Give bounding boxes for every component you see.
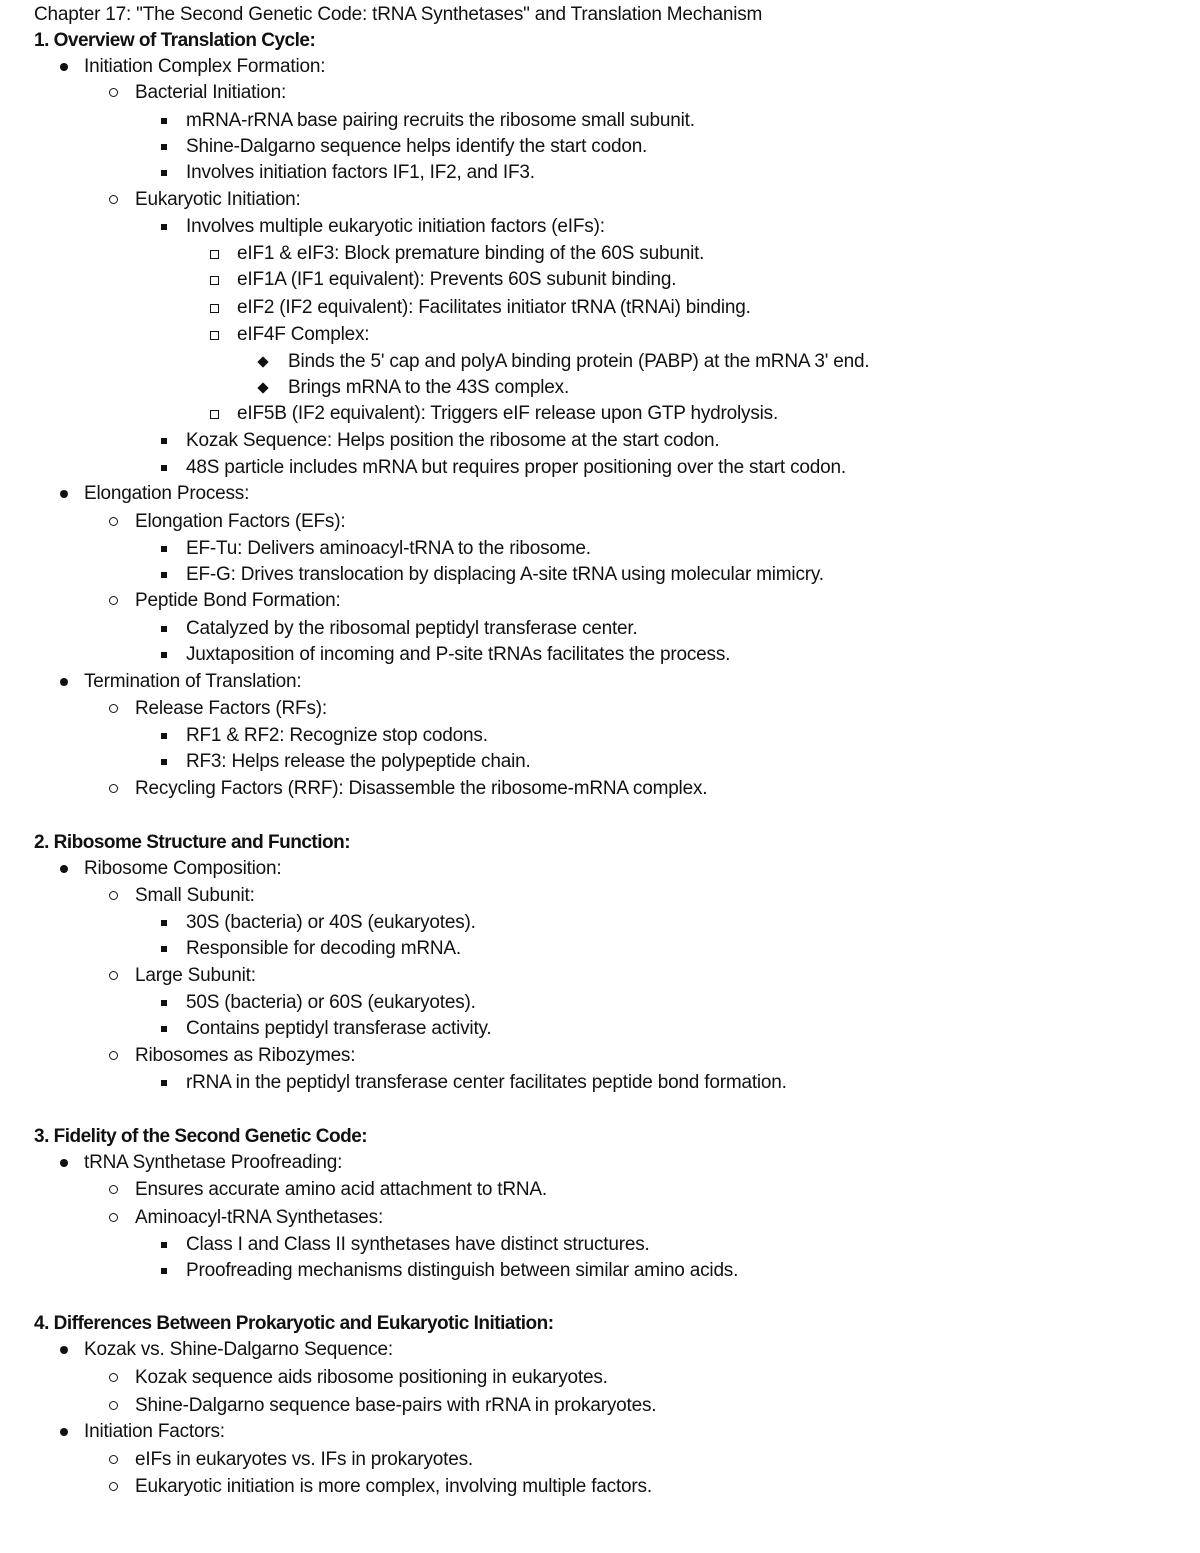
bullet-open-square-icon — [210, 250, 219, 259]
list-item-text: EF-Tu: Delivers aminoacyl-tRNA to the ribosome. — [186, 538, 591, 559]
list-item-text: RF1 & RF2: Recognize stop codons. — [186, 725, 488, 746]
list-item-text: Shine-Dalgarno sequence helps identify the start codon. — [186, 136, 648, 157]
list-item-text: rRNA in the peptidyl transferase center facilitates peptide bond formation. — [186, 1072, 787, 1093]
list-item-text: Recycling Factors (RRF): Disassemble the ribosome-mRNA complex. — [135, 778, 708, 799]
bullet-circle-icon — [109, 88, 118, 97]
bullet-open-square-icon — [210, 304, 219, 313]
list-item-text: 48S particle includes mRNA but requires proper positioning over the start codon. — [186, 457, 846, 478]
list-item-text: Kozak vs. Shine-Dalgarno Sequence: — [84, 1339, 394, 1360]
bullet-square-icon — [161, 438, 167, 444]
list-item-text: Termination of Translation: — [84, 671, 302, 692]
heading-text: 4. Differences Between Prokaryotic and Eukaryotic Initiation: — [34, 1313, 554, 1334]
list-item-text: Brings mRNA to the 43S complex. — [288, 377, 570, 398]
bullet-disc-icon — [60, 678, 68, 686]
list-item-text: Ensures accurate amino acid attachment to tRNA. — [135, 1179, 547, 1200]
list-item-text: Small Subunit: — [135, 885, 255, 906]
list-item-text: Elongation Process: — [84, 483, 250, 504]
bullet-circle-icon — [109, 704, 118, 713]
bullet-square-icon — [161, 224, 167, 230]
bullet-square-icon — [161, 546, 167, 552]
list-item-text: Aminoacyl-tRNA Synthetases: — [135, 1207, 384, 1228]
list-item-text: Juxtaposition of incoming and P-site tRNAs facilitates the process. — [186, 644, 731, 665]
bullet-disc-icon — [60, 1428, 68, 1436]
bullet-circle-icon — [109, 1051, 118, 1060]
bullet-open-square-icon — [210, 331, 219, 340]
list-item-text: eIF5B (IF2 equivalent): Triggers eIF release upon GTP hydrolysis. — [237, 403, 779, 424]
list-item-text: RF3: Helps release the polypeptide chain. — [186, 751, 531, 772]
bullet-open-square-icon — [210, 410, 219, 419]
bullet-disc-icon — [60, 865, 68, 873]
list-item-text: Initiation Complex Formation: — [84, 56, 326, 77]
list-item-text: eIFs in eukaryotes vs. IFs in prokaryotes. — [135, 1449, 473, 1470]
heading-text: 2. Ribosome Structure and Function: — [34, 832, 351, 853]
list-item-text: mRNA-rRNA base pairing recruits the ribosome small subunit. — [186, 110, 695, 131]
list-item-text: eIF1 & eIF3: Block premature binding of the 60S subunit. — [237, 243, 705, 264]
bullet-square-icon — [161, 733, 167, 739]
list-item-text: Catalyzed by the ribosomal peptidyl transferase center. — [186, 618, 638, 639]
bullet-diamond-icon — [257, 382, 268, 393]
list-item-text: Kozak sequence aids ribosome positioning in eukaryotes. — [135, 1367, 608, 1388]
list-item-text: Ribosome Composition: — [84, 858, 282, 879]
list-item-text: Elongation Factors (EFs): — [135, 511, 346, 532]
bullet-square-icon — [161, 626, 167, 632]
bullet-open-square-icon — [210, 276, 219, 285]
list-item-text: Involves multiple eukaryotic initiation factors (eIFs): — [186, 216, 605, 237]
list-item-text: Large Subunit: — [135, 965, 256, 986]
list-item-text: Release Factors (RFs): — [135, 698, 327, 719]
bullet-circle-icon — [109, 1482, 118, 1491]
bullet-diamond-icon — [257, 356, 268, 367]
bullet-circle-icon — [109, 971, 118, 980]
bullet-square-icon — [161, 1268, 167, 1274]
list-item-text: 50S (bacteria) or 60S (eukaryotes). — [186, 992, 476, 1013]
list-item-text: Initiation Factors: — [84, 1421, 225, 1442]
bullet-square-icon — [161, 1242, 167, 1248]
bullet-circle-icon — [109, 596, 118, 605]
bullet-circle-icon — [109, 1455, 118, 1464]
bullet-circle-icon — [109, 1401, 118, 1410]
bullet-square-icon — [161, 1080, 167, 1086]
bullet-square-icon — [161, 1026, 167, 1032]
bullet-circle-icon — [109, 1213, 118, 1222]
bullet-square-icon — [161, 920, 167, 926]
bullet-disc-icon — [60, 1159, 68, 1167]
list-item-text: Shine-Dalgarno sequence base-pairs with rRNA in prokaryotes. — [135, 1395, 657, 1416]
list-item-text: Eukaryotic initiation is more complex, involving multiple factors. — [135, 1476, 652, 1497]
bullet-circle-icon — [109, 195, 118, 204]
bullet-square-icon — [161, 572, 167, 578]
list-item-text: 30S (bacteria) or 40S (eukaryotes). — [186, 912, 476, 933]
bullet-square-icon — [161, 1000, 167, 1006]
list-item-text: Proofreading mechanisms distinguish between similar amino acids. — [186, 1260, 739, 1281]
list-item-text: Eukaryotic Initiation: — [135, 189, 301, 210]
bullet-square-icon — [161, 118, 167, 124]
bullet-square-icon — [161, 170, 167, 176]
list-item-text: Peptide Bond Formation: — [135, 590, 341, 611]
bullet-disc-icon — [60, 63, 68, 71]
bullet-disc-icon — [60, 1346, 68, 1354]
bullet-circle-icon — [109, 1373, 118, 1382]
bullet-circle-icon — [109, 517, 118, 526]
list-item-text: eIF1A (IF1 equivalent): Prevents 60S subunit binding. — [237, 269, 677, 290]
list-item-text: tRNA Synthetase Proofreading: — [84, 1152, 343, 1173]
bullet-square-icon — [161, 144, 167, 150]
list-item-text: Binds the 5' cap and polyA binding protein (PABP) at the mRNA 3' end. — [288, 351, 870, 372]
heading-text: 3. Fidelity of the Second Genetic Code: — [34, 1126, 368, 1147]
bullet-square-icon — [161, 946, 167, 952]
bullet-circle-icon — [109, 891, 118, 900]
bullet-square-icon — [161, 652, 167, 658]
list-item-text: Class I and Class II synthetases have distinct structures. — [186, 1234, 650, 1255]
list-item-text: EF-G: Drives translocation by displacing A-site tRNA using molecular mimicry. — [186, 564, 824, 585]
list-item-text: Bacterial Initiation: — [135, 82, 287, 103]
bullet-disc-icon — [60, 490, 68, 498]
bullet-circle-icon — [109, 784, 118, 793]
bullet-circle-icon — [109, 1185, 118, 1194]
list-item-text: Ribosomes as Ribozymes: — [135, 1045, 356, 1066]
list-item-text: eIF2 (IF2 equivalent): Facilitates initiator tRNA (tRNAi) binding. — [237, 297, 751, 318]
heading-text: 1. Overview of Translation Cycle: — [34, 30, 316, 51]
list-item-text: eIF4F Complex: — [237, 324, 370, 345]
bullet-square-icon — [161, 465, 167, 471]
list-item-text: Kozak Sequence: Helps position the ribosome at the start codon. — [186, 430, 720, 451]
list-item-text: Contains peptidyl transferase activity. — [186, 1018, 492, 1039]
bullet-square-icon — [161, 759, 167, 765]
list-item-text: Responsible for decoding mRNA. — [186, 938, 461, 959]
list-item-text: Involves initiation factors IF1, IF2, and IF3. — [186, 162, 535, 183]
title-text: Chapter 17: "The Second Genetic Code: tRNA Synthetases" and Translation Mechanism — [34, 4, 763, 25]
